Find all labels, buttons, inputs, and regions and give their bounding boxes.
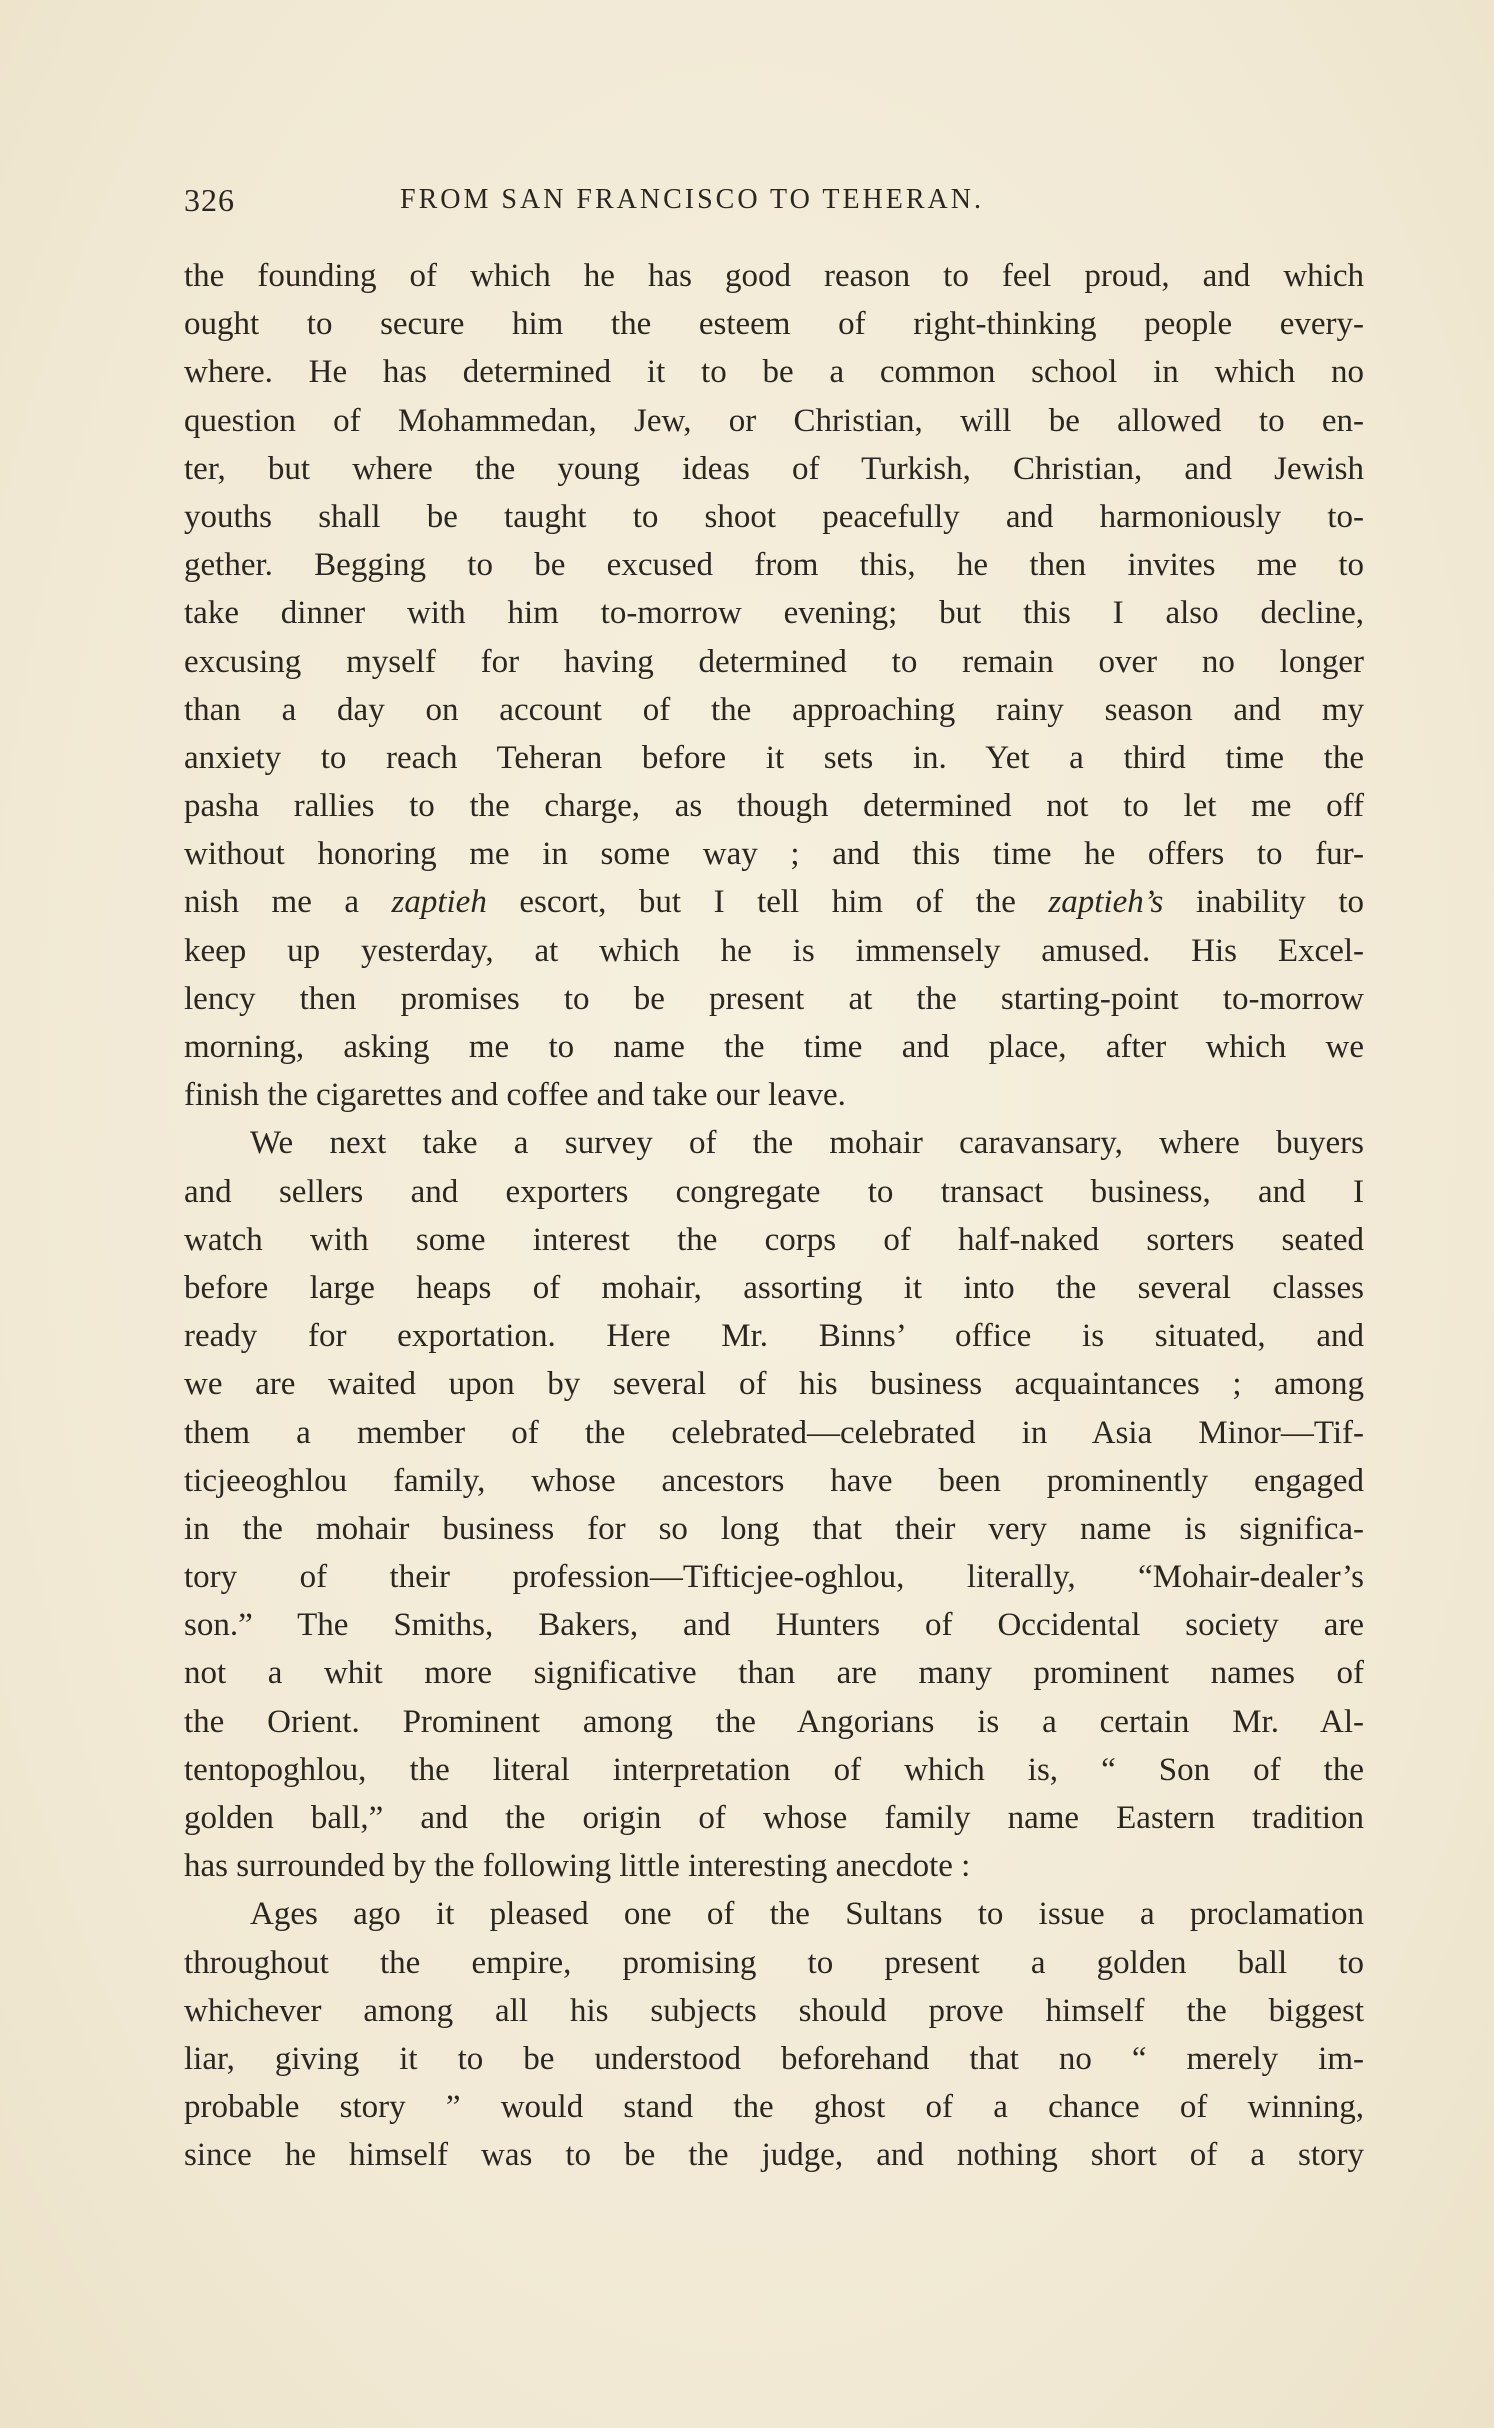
text-line: Ages ago it pleased one of the Sultans to issue a proclamation [250,1896,1364,1933]
italic-term: zaptieh’s [1048,884,1164,921]
text-line: excusing myself for having determined to remain over no longer [184,643,1364,680]
text-line: the Orient. Prominent among the Angorians is a certain Mr. Al- [184,1703,1364,1740]
italic-term: zaptieh [391,884,487,921]
body-text [184,252,1364,2180]
running-title: FROM SAN FRANCISCO TO TEHERAN. [400,184,984,215]
text-line: where. He has determined it to be a common school in which no [184,354,1364,391]
text-fragment: inability to [1163,884,1364,921]
text-line: without honoring me in some way ; and this time he offers to fur- [184,836,1364,873]
text-line: before large heaps of mohair, assorting it into the several classes [184,1269,1364,1306]
text-line: liar, giving it to be understood beforehand that no “ merely im- [184,2040,1364,2077]
text-line: gether. Begging to be excused from this, he then invites me to [184,547,1364,584]
text-line: in the mohair business for so long that their very name is significa- [184,1510,1364,1547]
text-line: tory of their profession—Tifticjee-oghlou, literally, “Mohair-dealer’s [184,1559,1364,1596]
text-line: since he himself was to be the judge, and nothing short of a story [184,2137,1364,2174]
text-line: lency then promises to be present at the starting-point to-morrow [184,980,1364,1017]
text-line: than a day on account of the approaching rainy season and my [184,691,1364,728]
page-header [184,182,1364,232]
text-line: not a whit more significative than are many prominent names of [184,1655,1364,1692]
text-line: probable story ” would stand the ghost of a chance of winning, [184,2089,1364,2126]
text-line: finish the cigarettes and coffee and take our leave. [184,1077,846,1114]
text-line: tentopoghlou, the literal interpretation of which is, “ Son of the [184,1751,1364,1788]
text-line: son.” The Smiths, Bakers, and Hunters of Occidental society are [184,1607,1364,1644]
text-line: pasha rallies to the charge, as though determined not to let me off [184,788,1364,825]
text-line: ready for exportation. Here Mr. Binns’ office is situated, and [184,1318,1364,1355]
text-line: throughout the empire, promising to present a golden ball to [184,1944,1364,1981]
text-line: youths shall be taught to shoot peacefully and harmoniously to- [184,498,1364,535]
text-line: We next take a survey of the mohair caravansary, where buyers [250,1125,1364,1162]
text-fragment: escort, but I tell him of the [486,884,1049,921]
text-line-with-italics [184,878,1364,926]
text-line: we are waited upon by several of his business acquaintances ; among [184,1366,1364,1403]
text-line: whichever among all his subjects should prove himself the biggest [184,1992,1364,2029]
text-line: has surrounded by the following little interesting anecdote : [184,1848,971,1885]
text-line: ticjeeoghlou family, whose ancestors have been prominently engaged [184,1462,1364,1499]
text-line: and sellers and exporters congregate to transact business, and I [184,1173,1364,1210]
text-line: ought to secure him the esteem of right-thinking people every- [184,306,1364,343]
text-line: morning, asking me to name the time and place, after which we [184,1029,1364,1065]
text-line: keep up yesterday, at which he is immensely amused. His Excel- [184,932,1364,969]
text-line: anxiety to reach Teheran before it sets in. Yet a third time the [184,739,1364,776]
text-line: golden ball,” and the origin of whose family name Eastern tradition [184,1800,1364,1836]
text-line: them a member of the celebrated—celebrated in Asia Minor—Tif- [184,1414,1364,1451]
text-line: question of Mohammedan, Jew, or Christian, will be allowed to en- [184,402,1364,439]
page-number: 326 [184,182,235,218]
text-fragment: nish me a [184,884,392,921]
text-line: ter, but where the young ideas of Turkish, Christian, and Jewish [184,450,1364,487]
text-line: watch with some interest the corps of half-naked sorters seated [184,1221,1364,1258]
text-line: take dinner with him to-morrow evening; but this I also decline, [184,595,1364,632]
text-line: the founding of which he has good reason to feel proud, and which [184,258,1364,294]
